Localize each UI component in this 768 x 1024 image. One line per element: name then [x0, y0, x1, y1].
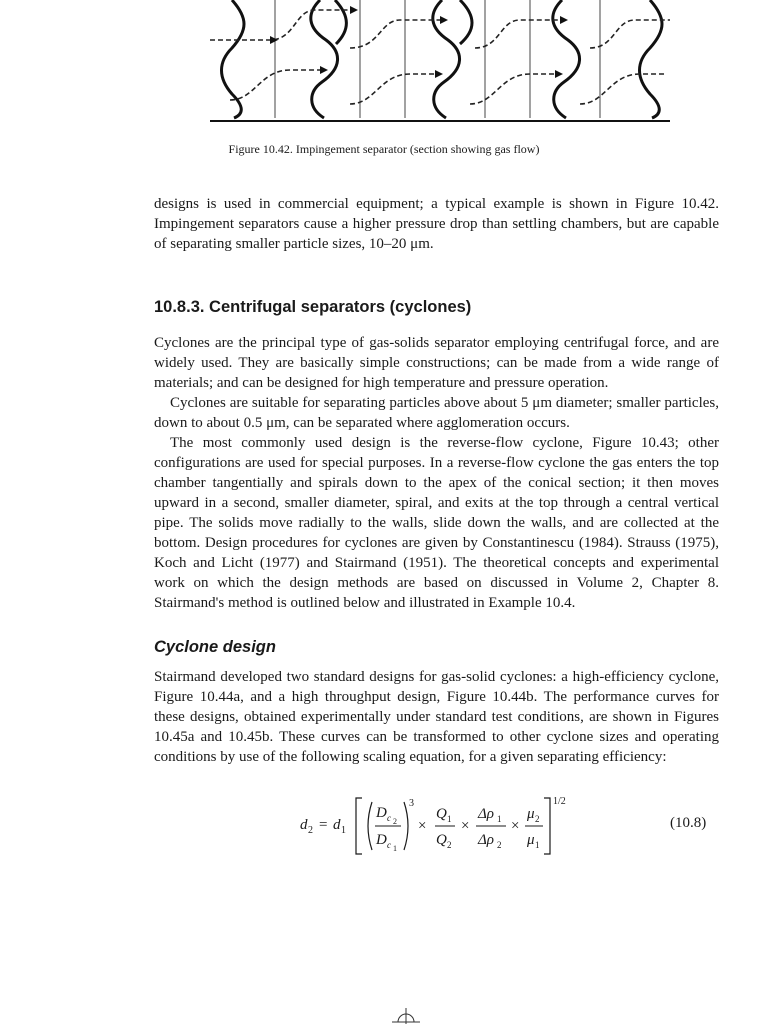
- paragraph-intro: designs is used in commercial equipment; a typical example is shown in Figure 10.42. Impingement separators cause a higher pressure drop than settling chambers, but are capable of separating smaller particle sizes, 10–20 μm.: [154, 196, 719, 252]
- eq-right-paren: [404, 802, 408, 850]
- equation-number: (10.8): [670, 815, 707, 831]
- eq-dc-den-1: 1: [393, 844, 397, 853]
- eq-dc-num-c: c: [387, 813, 391, 823]
- eq-mu-den: μ: [527, 832, 535, 848]
- paragraph-cyclones-3: The most commonly used design is the reverse-flow cyclone, Figure 10.43; other configurations are used for special purposes. In a reverse-flow cyclone the gas enters the top chamber tangentially and spirals down to the apex of the conical section; it then moves upward in a second, smaller diameter, spiral, and exits at the top through a central vertical pipe. The solids move radially to the walls, slide down the walls, and are collected at the bottom. Design procedures for cyclones are given by Constantinescu (1984). Strauss (1975), Koch and Licht (1977) and Stairmand (1951). The theoretical concepts and experimental work on which the design methods are based on discussed in Volume 2, Chapter 8. Stairmand's method is outlined below and illustrated in Example 10.4.: [154, 435, 719, 611]
- eq-equals: =: [319, 817, 328, 833]
- eq-cube: 3: [409, 798, 414, 809]
- eq-rhs: d: [333, 817, 341, 833]
- eq-mu-den-sub: 1: [535, 840, 540, 850]
- eq-q-num-sub: 1: [447, 814, 452, 824]
- eq-q-num: Q: [436, 806, 447, 822]
- paragraph-cyclones-2: Cyclones are suitable for separating particles above about 5 μm diameter; smaller particles, down to about 0.5 μm, can be separated where agglomeration occurs.: [154, 395, 719, 431]
- eq-times-2: ×: [461, 818, 470, 834]
- eq-right-bracket: [544, 798, 550, 854]
- eq-drho-den: Δρ: [478, 832, 495, 848]
- crop-mark-icon: [392, 1008, 420, 1024]
- eq-power: 1/2: [553, 796, 566, 807]
- eq-drho-num: Δρ: [478, 806, 495, 822]
- eq-drho-num-sub: 1: [497, 814, 502, 824]
- scaling-equation: [300, 790, 600, 860]
- subsection-heading: Cyclone design: [154, 638, 276, 656]
- flow-arrowheads: [270, 6, 568, 78]
- eq-left-bracket: [356, 798, 362, 854]
- figure-caption: Figure 10.42. Impingement separator (section showing gas flow): [228, 142, 540, 156]
- eq-drho-den-sub: 2: [497, 840, 502, 850]
- paragraph-cyclones-1: Cyclones are the principal type of gas-solids separator employing centrifugal force, and are widely used. They are basically simple constructions; can be made from a wide range of materials; and can be designed for high temperature and pressure operation.: [154, 335, 719, 391]
- paragraph-cyclone-design: Stairmand developed two standard designs for gas-solid cyclones: a high-efficiency cyclone, Figure 10.44a, and a high throughput design, Figure 10.44b. The performance curves for these designs, obtained experimentally under standard test conditions, are shown in Figures 10.45a and 10.45b. These curves can be transformed to other cyclone sizes and operating conditions by use of the following scaling equation, for a given separating efficiency:: [154, 669, 719, 765]
- eq-dc-num: D: [376, 805, 387, 821]
- eq-rhs-sub: 1: [341, 825, 346, 836]
- eq-dc-den-c: c: [387, 840, 391, 850]
- impingement-separator-figure: [210, 0, 670, 126]
- eq-q-den: Q: [436, 832, 447, 848]
- eq-times-1: ×: [418, 818, 427, 834]
- eq-left-paren: [368, 802, 372, 850]
- eq-lhs-sub: 2: [308, 825, 313, 836]
- eq-mu-num: μ: [527, 806, 535, 822]
- eq-times-3: ×: [511, 818, 520, 834]
- gas-flow-lines: [210, 10, 670, 104]
- eq-mu-num-sub: 2: [535, 814, 540, 824]
- eq-lhs: d: [300, 817, 308, 833]
- eq-dc-num-2: 2: [393, 817, 397, 826]
- eq-dc-den: D: [376, 832, 387, 848]
- section-heading: 10.8.3. Centrifugal separators (cyclones): [154, 298, 472, 316]
- vertical-divider-lines: [275, 0, 600, 118]
- eq-q-den-sub: 2: [447, 840, 452, 850]
